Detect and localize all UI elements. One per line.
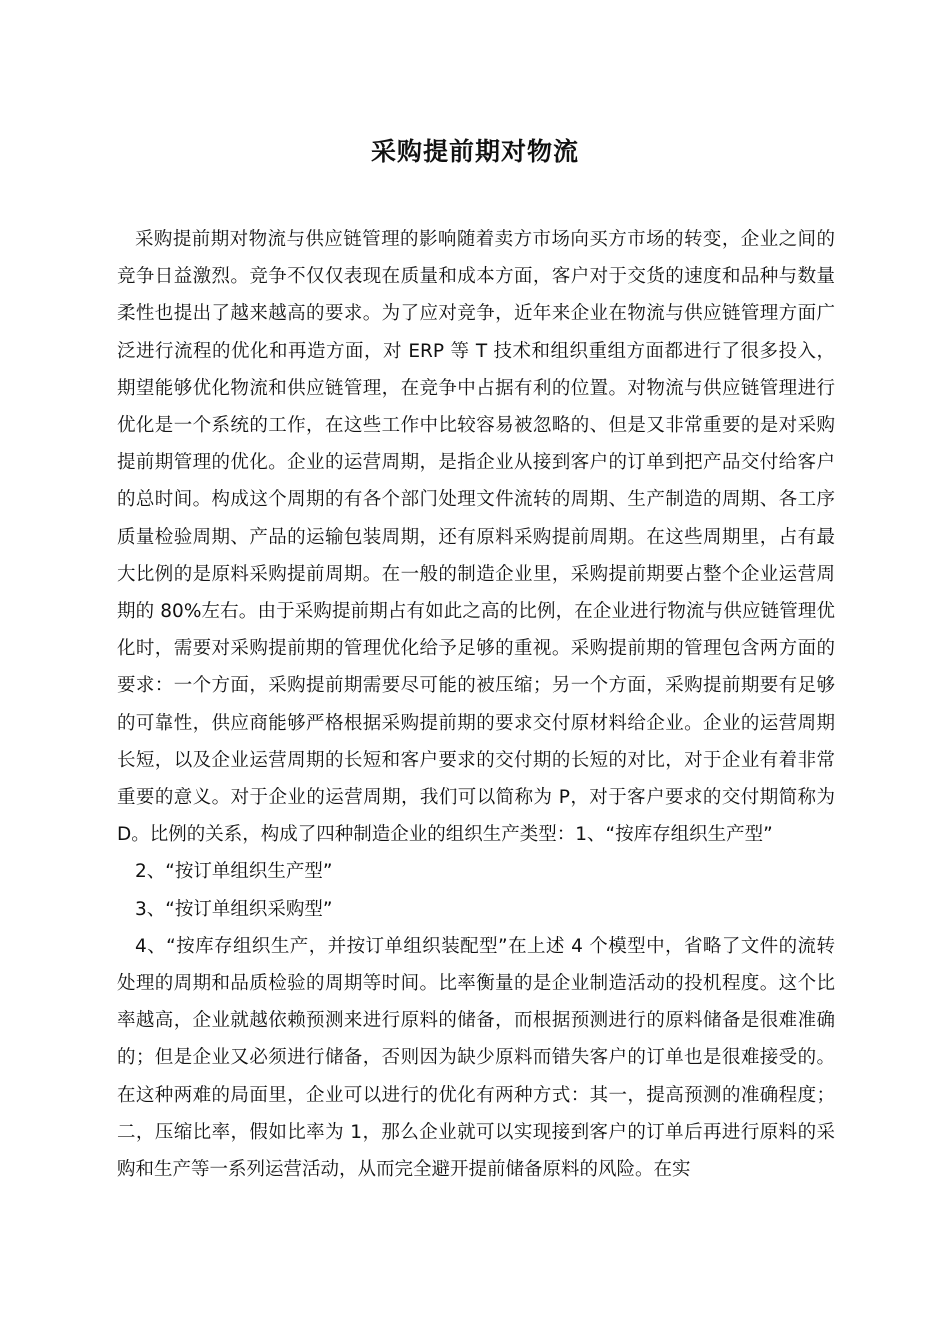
paragraph-item-3: 3、“按订单组织采购型”: [135, 898, 333, 920]
document-body: [117, 221, 835, 1188]
paragraph-item-2: 2、“按订单组织生产型”: [135, 861, 333, 883]
paragraph-item-4: 4、“按库存组织生产，并按订单组织装配型”在上述 4 个模型中，省略了文件的流转处理的周期和品质检验的周期等时间。比率衡量的是企业制造活动的投机程度。这个比率越高，企业就越依赖预测来进行原料的储备，而根据预测进行的原料储备是很难准确的；但是企业又必须进行储备，否则因为缺少原料而错失客户的订单也是很难接受的。在这种两难的局面里，企业可以进行的优化有两种方式：其一，提高预测的准确程度；二，压缩比率，假如比率为 1，那么企业就可以实现接到客户的订单后再进行原料的采购和生产等一系列运营活动，从而完全避开提前储备原料的风险。在实: [117, 935, 835, 1181]
document-title: 采购提前期对物流: [370, 137, 579, 166]
paragraph-intro: 采购提前期对物流与供应链管理的影响随着卖方市场向买方市场的转变，企业之间的竞争日益激烈。竞争不仅仅表现在质量和成本方面，客户对于交货的速度和品种与数量柔性也提出了越来越高的要求。为了应对竞争，近年来企业在物流与供应链管理方面广泛进行流程的优化和再造方面，对 ERP 等 T 技术和组织重组方面都进行了很多投入，期望能够优化物流和供应链管理，在竞争中占据有利的位置。对物流与供应链管理进行优化是一个系统的工作，在这些工作中比较容易被忽略的、但是又非常重要的是对采购提前期管理的优化。企业的运营周期，是指企业从接到客户的订单到把产品交付给客户的总时间。构成这个周期的有各个部门处理文件流转的周期、生产制造的周期、各工序质量检验周期、产品的运输包装周期，还有原料采购提前周期。在这些周期里，占有最大比例的是原料采购提前周期。在一般的制造企业里，采购提前期要占整个企业运营周期的 80%左右。由于采购提前期占有如此之高的比例，在企业进行物流与供应链管理优化时，需要对采购提前期的管理优化给予足够的重视。采购提前期的管理包含两方面的要求：一个方面，采购提前期需要尽可能的被压缩；另一个方面，采购提前期要有足够的可靠性，供应商能够严格根据采购提前期的要求交付原材料给企业。企业的运营周期长短，以及企业运营周期的长短和客户要求的交付期的长短的对比，对于企业有着非常重要的意义。对于企业的运营周期，我们可以简称为 P，对于客户要求的交付期简称为 D。比例的关系，构成了四种制造企业的组织生产类型：1、“按库存组织生产型”: [117, 229, 835, 846]
